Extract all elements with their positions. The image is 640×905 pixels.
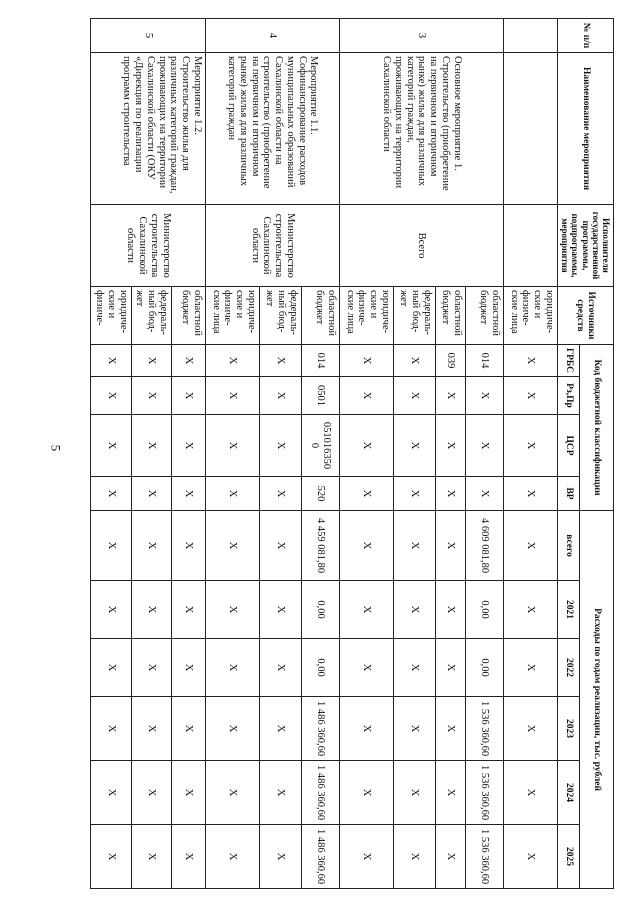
- cell-2023: X: [260, 697, 302, 761]
- cell-2025: 1 486 360,60: [302, 825, 340, 889]
- cell-2024: X: [91, 761, 131, 825]
- cell-rzpr: X: [131, 377, 171, 415]
- cell-source: федераль-ный бюд-жет: [131, 287, 171, 345]
- cell-2023: X: [340, 697, 394, 761]
- cell-2024: X: [436, 761, 466, 825]
- cell-grbs: X: [394, 345, 436, 377]
- cell-grbs: 014: [466, 345, 504, 377]
- cell-rzpr: 0501: [302, 377, 340, 415]
- page-number: 5: [48, 444, 64, 452]
- cell-grbs: 014: [302, 345, 340, 377]
- cell-source: юридиче-ские и физиче-ские лица: [206, 287, 260, 345]
- header-sources: Источники средств: [558, 287, 614, 345]
- table-row: [504, 19, 558, 889]
- cell-total: X: [394, 511, 436, 581]
- cell-2022: X: [260, 639, 302, 697]
- cell-grbs: X: [340, 345, 394, 377]
- table-row: [466, 19, 504, 889]
- cell-csr: X: [260, 415, 302, 477]
- cell-rzpr: X: [91, 377, 131, 415]
- cell-csr: X: [91, 415, 131, 477]
- header-name: Наименование мероприятия: [558, 53, 614, 205]
- cell-2023: X: [394, 697, 436, 761]
- cell-2021: X: [436, 581, 466, 639]
- cell-empty: [504, 19, 558, 53]
- cell-grbs: X: [131, 345, 171, 377]
- cell-2025: X: [394, 825, 436, 889]
- row-number: 4: [206, 19, 340, 53]
- cell-csr: X: [504, 415, 558, 477]
- cell-vr: X: [436, 477, 466, 511]
- cell-total: 4 459 081,80: [302, 511, 340, 581]
- cell-source: областной бюджет: [302, 287, 340, 345]
- cell-2022: X: [206, 639, 260, 697]
- cell-grbs: X: [260, 345, 302, 377]
- cell-csr: X: [394, 415, 436, 477]
- cell-2025: X: [172, 825, 206, 889]
- cell-total: X: [206, 511, 260, 581]
- cell-csr: 051016350 0: [302, 415, 340, 477]
- cell-csr: X: [172, 415, 206, 477]
- table-row: [302, 19, 340, 889]
- executor: Министерство строительства Сахалинской области: [206, 205, 340, 287]
- cell-2024: X: [206, 761, 260, 825]
- cell-2024: X: [394, 761, 436, 825]
- cell-2025: X: [131, 825, 171, 889]
- cell-total: X: [436, 511, 466, 581]
- cell-source: юридиче-ские и физиче-ские лица: [340, 287, 394, 345]
- cell-grbs: X: [504, 345, 558, 377]
- measure-name: Основное мероприятие 1. Строительство (приобретение на первичном и вторичном рынке) жилья для различных категорий граждан, проживающих на территории Сахалинской области: [340, 53, 504, 205]
- cell-grbs: X: [91, 345, 131, 377]
- row-number: 3: [340, 19, 504, 53]
- cell-empty: [504, 53, 558, 205]
- cell-2024: X: [131, 761, 171, 825]
- cell-rzpr: X: [466, 377, 504, 415]
- cell-2025: X: [206, 825, 260, 889]
- cell-2022: X: [436, 639, 466, 697]
- cell-source: областной бюджет: [172, 287, 206, 345]
- cell-rzpr: X: [206, 377, 260, 415]
- cell-grbs: X: [206, 345, 260, 377]
- cell-2023: X: [172, 697, 206, 761]
- cell-csr: X: [340, 415, 394, 477]
- cell-2022: 0,00: [466, 639, 504, 697]
- cell-2021: X: [394, 581, 436, 639]
- cell-vr: X: [466, 477, 504, 511]
- cell-2022: X: [340, 639, 394, 697]
- executor: Министерство строительства Сахалинской области: [91, 205, 206, 287]
- cell-2021: X: [504, 581, 558, 639]
- cell-vr: X: [91, 477, 131, 511]
- header-2024: 2024: [558, 761, 580, 825]
- cell-2024: X: [340, 761, 394, 825]
- cell-2022: X: [172, 639, 206, 697]
- cell-source: областной бюджет: [436, 287, 466, 345]
- header-2022: 2022: [558, 639, 580, 697]
- cell-2021: 0,00: [466, 581, 504, 639]
- row-number: 5: [91, 19, 206, 53]
- rotated-table-container: [94, 18, 614, 888]
- cell-vr: 520: [302, 477, 340, 511]
- cell-2021: X: [260, 581, 302, 639]
- cell-2024: X: [504, 761, 558, 825]
- table-row: [172, 19, 206, 889]
- cell-2021: X: [131, 581, 171, 639]
- budget-table: [91, 18, 615, 889]
- cell-2022: 0,00: [302, 639, 340, 697]
- header-rzpr: Рз,Пр: [558, 377, 580, 415]
- cell-2023: X: [504, 697, 558, 761]
- cell-vr: X: [394, 477, 436, 511]
- header-2021: 2021: [558, 581, 580, 639]
- cell-total: X: [340, 511, 394, 581]
- cell-source: юридиче-ские и физиче-ские лица: [504, 287, 558, 345]
- cell-rzpr: X: [504, 377, 558, 415]
- cell-2025: X: [340, 825, 394, 889]
- cell-total: X: [504, 511, 558, 581]
- cell-2025: X: [504, 825, 558, 889]
- cell-2023: X: [206, 697, 260, 761]
- cell-rzpr: X: [260, 377, 302, 415]
- cell-2022: X: [131, 639, 171, 697]
- cell-grbs: X: [172, 345, 206, 377]
- header-csr: ЦСР: [558, 415, 580, 477]
- cell-2024: 1 536 360,60: [466, 761, 504, 825]
- cell-source: федераль-ный бюд-жет: [260, 287, 302, 345]
- cell-2022: X: [394, 639, 436, 697]
- cell-2025: X: [436, 825, 466, 889]
- cell-2021: X: [172, 581, 206, 639]
- cell-2021: X: [91, 581, 131, 639]
- cell-2024: 1 486 360,60: [302, 761, 340, 825]
- cell-total: X: [91, 511, 131, 581]
- cell-empty: [504, 205, 558, 287]
- cell-2022: X: [91, 639, 131, 697]
- header-2025: 2025: [558, 825, 580, 889]
- cell-2023: X: [91, 697, 131, 761]
- cell-2025: 1 536 360,60: [466, 825, 504, 889]
- cell-2021: X: [206, 581, 260, 639]
- header-total: всего: [558, 511, 580, 581]
- cell-rzpr: X: [394, 377, 436, 415]
- cell-rzpr: X: [340, 377, 394, 415]
- cell-2024: X: [260, 761, 302, 825]
- header-vr: ВР: [558, 477, 580, 511]
- cell-grbs: 039: [436, 345, 466, 377]
- measure-name: Мероприятие 1.2. Строительство жилья для различных категорий граждан, проживающих на территории Сахалинской области (ОКУ «Дирекция по реализации программ строительства: [91, 53, 206, 205]
- cell-csr: X: [206, 415, 260, 477]
- cell-2024: X: [172, 761, 206, 825]
- cell-vr: X: [131, 477, 171, 511]
- header-executor: Исполнители государственной программы, подпрограммы, мероприятия: [558, 205, 614, 287]
- cell-vr: X: [340, 477, 394, 511]
- cell-rzpr: X: [436, 377, 466, 415]
- cell-vr: X: [172, 477, 206, 511]
- cell-2022: X: [504, 639, 558, 697]
- cell-2023: X: [131, 697, 171, 761]
- cell-rzpr: X: [172, 377, 206, 415]
- cell-csr: X: [436, 415, 466, 477]
- header-2023: 2023: [558, 697, 580, 761]
- cell-csr: X: [466, 415, 504, 477]
- cell-source: областной бюджет: [466, 287, 504, 345]
- cell-source: федераль-ный бюд-жет: [394, 287, 436, 345]
- header-budget-code: Код бюджетной классификации: [580, 345, 614, 511]
- cell-vr: X: [260, 477, 302, 511]
- cell-2021: 0,00: [302, 581, 340, 639]
- cell-total: 4 609 081,80: [466, 511, 504, 581]
- cell-source: юридиче-ские и физиче-: [91, 287, 131, 345]
- cell-2023: 1 486 360,60: [302, 697, 340, 761]
- cell-total: X: [260, 511, 302, 581]
- header-grbs: ГРБС: [558, 345, 580, 377]
- cell-2025: X: [260, 825, 302, 889]
- header-expenses: Расходы по годам реализации, тыс. рублей: [580, 511, 614, 889]
- cell-csr: X: [131, 415, 171, 477]
- cell-vr: X: [206, 477, 260, 511]
- cell-total: X: [131, 511, 171, 581]
- cell-vr: X: [504, 477, 558, 511]
- cell-2023: 1 536 360,60: [466, 697, 504, 761]
- executor: Всего: [340, 205, 504, 287]
- measure-name: Мероприятие 1.1. Софинансирование расходов муниципальных образований Сахалинской области на строительство (приобретение на первичном и вторичном рынке) жилья для различных категорий граждан: [206, 53, 340, 205]
- header-no: № п/п: [558, 19, 614, 53]
- cell-total: X: [172, 511, 206, 581]
- cell-2023: X: [436, 697, 466, 761]
- cell-2021: X: [340, 581, 394, 639]
- cell-2025: X: [91, 825, 131, 889]
